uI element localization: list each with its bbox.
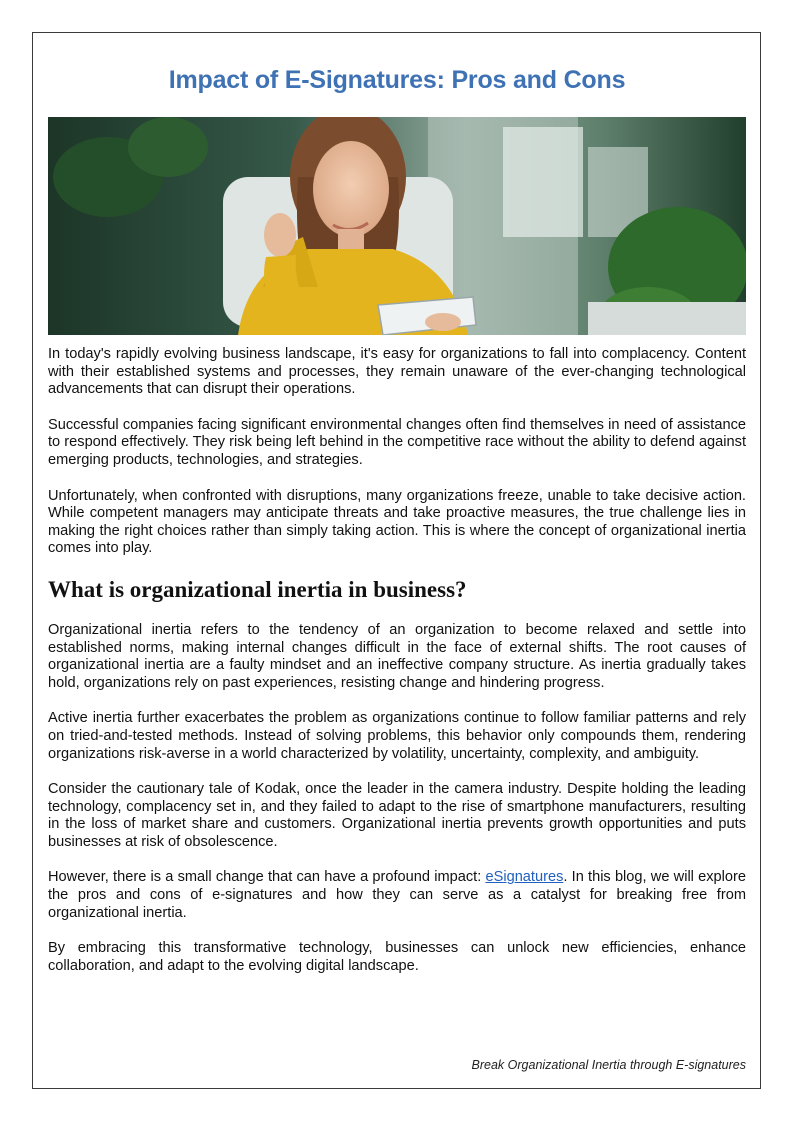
esignatures-link[interactable]: eSignatures: [485, 869, 564, 886]
esignatures-paragraph: [48, 869, 746, 922]
closing-paragraph: By embracing this transformative technology, businesses can unlock new efficiencies, enhance collaboration, and adapt to the evolving digital landscape.: [48, 940, 746, 974]
section-paragraph: Consider the cautionary tale of Kodak, once the leader in the camera industry. Despite holding the leading technology, complacency set in, and they failed to adapt to the rise of smartphone manufacturers, resulting in the loss of market share and customers. Organizational inertia prevents growth opportunities and puts businesses at risk of obsolescence.: [48, 781, 746, 850]
section-paragraph: Active inertia further exacerbates the problem as organizations continue to follow familiar patterns and rely on tried-and-tested methods. Instead of solving problems, this behavior only compounds them, rendering organizations risk-averse in a world characterized by volatility, uncertainty, complexity, and ambiguity.: [48, 710, 746, 762]
intro-paragraph: Unfortunately, when confronted with disruptions, many organizations freeze, unable to take decisive action. While competent managers may anticipate threats and take proactive measures, the true challenge lies in making the right choices rather than simply taking action. This is where the concept of organizational inertia comes into play.: [48, 487, 746, 557]
woman-with-tablet-photo-icon: [48, 117, 746, 335]
article-body: [48, 346, 746, 993]
link-paragraph-after: . In this blog, we will explore the pros and cons of e-signatures and how they can serve as a catalyst for breaking free from organizational inertia.: [48, 869, 746, 921]
link-paragraph-before: However, there is a small change that can have a profound impact:: [48, 869, 486, 886]
section-heading: What is organizational inertia in business?: [48, 576, 467, 602]
page-title: Impact of E-Signatures: Pros and Cons: [168, 66, 626, 94]
page-footer: Break Organizational Inertia through E-signatures: [471, 1058, 746, 1072]
hero-image: [48, 117, 746, 335]
intro-paragraph: In today's rapidly evolving business landscape, it's easy for organizations to fall into complacency. Content with their established systems and processes, they remain unaware of the ever-changing technological advancements that can disrupt their operations.: [48, 346, 746, 398]
section-paragraph: Organizational inertia refers to the tendency of an organization to become relaxed and settle into established norms, making internal changes difficult in the face of external shifts. The root causes of organizational inertia are a faulty mindset and an ineffective company structure. As inertia gradually takes hold, organizations rely on past experiences, resisting change and hindering progress.: [48, 621, 746, 691]
intro-paragraph: Successful companies facing significant environmental changes often find themselves in need of assistance to respond effectively. They risk being left behind in the competitive race without the ability to defend against emerging products, technologies, and strategies.: [48, 416, 746, 468]
